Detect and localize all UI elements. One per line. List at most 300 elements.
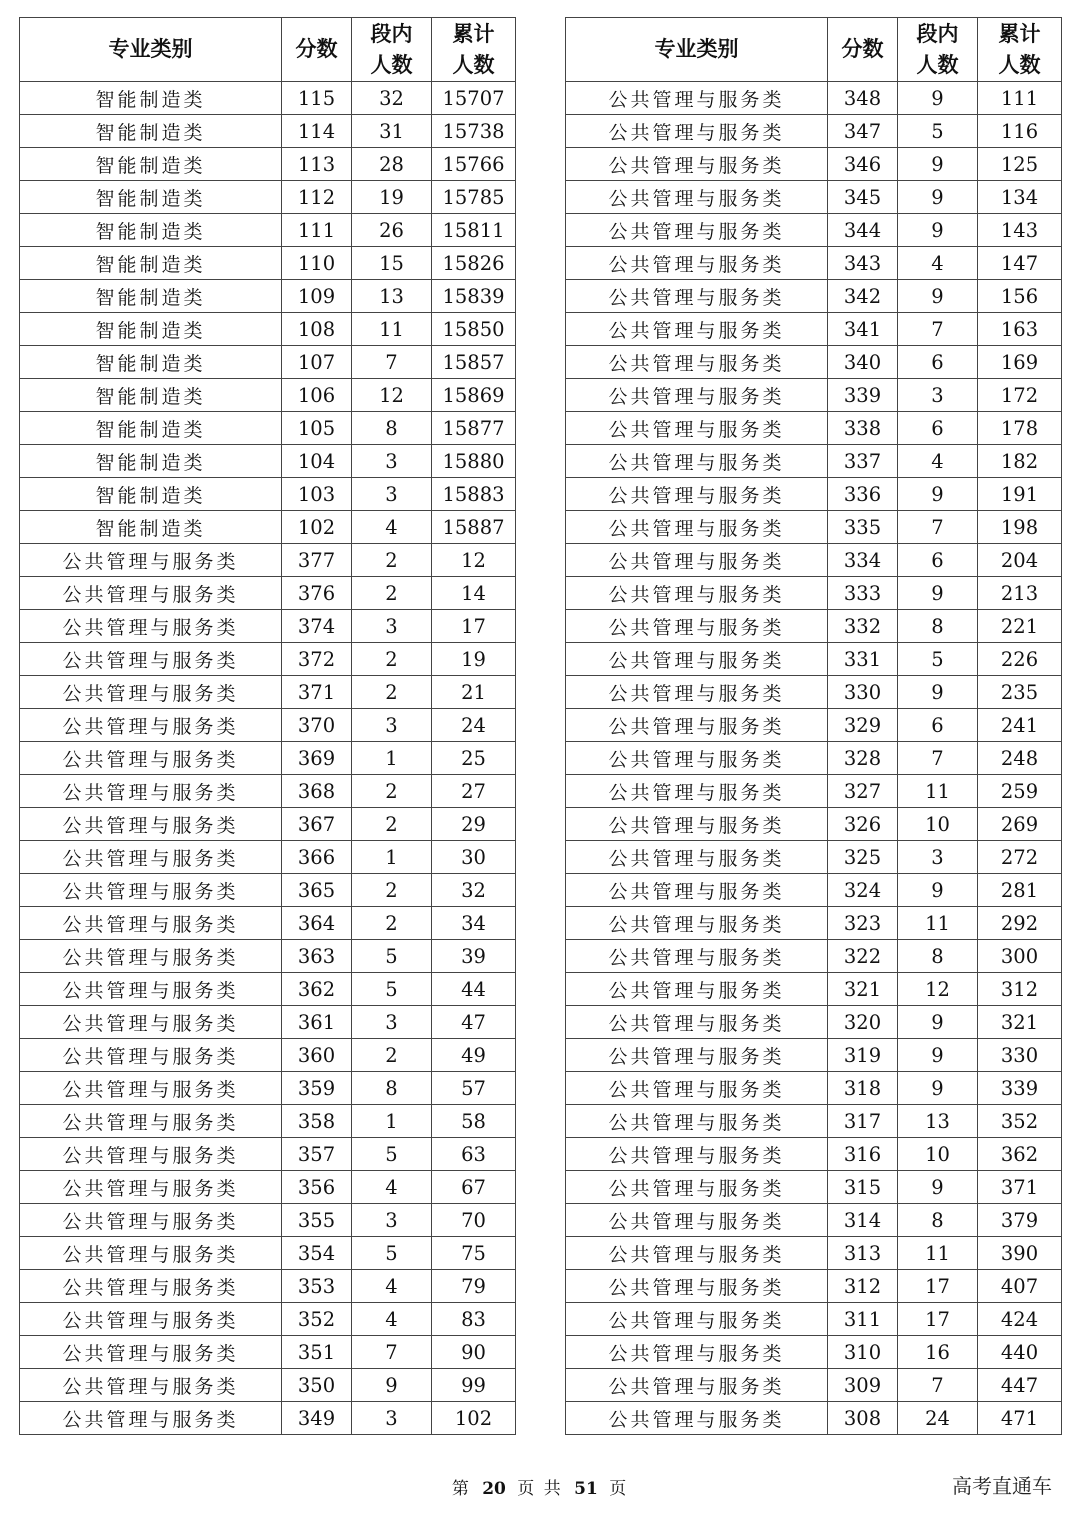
cell-score: 110 bbox=[282, 247, 352, 280]
cell-score: 352 bbox=[282, 1303, 352, 1336]
cell-category: 公共管理与服务类 bbox=[20, 676, 282, 709]
cell-category: 公共管理与服务类 bbox=[20, 1237, 282, 1270]
cell-category: 公共管理与服务类 bbox=[566, 1336, 828, 1369]
cell-cumulative-count: 204 bbox=[978, 544, 1062, 577]
cell-segment-count: 7 bbox=[898, 313, 978, 346]
cell-category: 公共管理与服务类 bbox=[566, 610, 828, 643]
table-row bbox=[566, 1204, 1062, 1237]
cell-score: 363 bbox=[282, 940, 352, 973]
table-row bbox=[566, 478, 1062, 511]
cell-category: 公共管理与服务类 bbox=[566, 445, 828, 478]
cell-score: 337 bbox=[828, 445, 898, 478]
cell-category: 智能制造类 bbox=[20, 214, 282, 247]
header-score: 分数 bbox=[282, 18, 352, 82]
cell-score: 310 bbox=[828, 1336, 898, 1369]
cell-score: 108 bbox=[282, 313, 352, 346]
cell-score: 365 bbox=[282, 874, 352, 907]
cell-category: 公共管理与服务类 bbox=[566, 1105, 828, 1138]
cell-segment-count: 5 bbox=[352, 1138, 432, 1171]
cell-category: 公共管理与服务类 bbox=[566, 280, 828, 313]
header-segment-count: 段内 人数 bbox=[898, 18, 978, 82]
cell-category: 智能制造类 bbox=[20, 379, 282, 412]
cell-cumulative-count: 292 bbox=[978, 907, 1062, 940]
cell-cumulative-count: 83 bbox=[432, 1303, 516, 1336]
cell-score: 334 bbox=[828, 544, 898, 577]
left-table-body bbox=[20, 82, 516, 1435]
cell-cumulative-count: 99 bbox=[432, 1369, 516, 1402]
cell-segment-count: 15 bbox=[352, 247, 432, 280]
cell-category: 公共管理与服务类 bbox=[566, 412, 828, 445]
cell-score: 351 bbox=[282, 1336, 352, 1369]
cell-segment-count: 5 bbox=[352, 940, 432, 973]
cell-cumulative-count: 447 bbox=[978, 1369, 1062, 1402]
cell-score: 340 bbox=[828, 346, 898, 379]
cell-cumulative-count: 19 bbox=[432, 643, 516, 676]
cell-segment-count: 9 bbox=[898, 577, 978, 610]
brand-watermark: 高考直通车 bbox=[952, 1474, 1052, 1498]
table-row bbox=[20, 1039, 516, 1072]
cell-cumulative-count: 12 bbox=[432, 544, 516, 577]
cell-cumulative-count: 25 bbox=[432, 742, 516, 775]
cell-cumulative-count: 172 bbox=[978, 379, 1062, 412]
cell-cumulative-count: 321 bbox=[978, 1006, 1062, 1039]
cell-category: 公共管理与服务类 bbox=[566, 973, 828, 1006]
cell-category: 智能制造类 bbox=[20, 82, 282, 115]
cell-segment-count: 11 bbox=[898, 1237, 978, 1270]
cell-score: 341 bbox=[828, 313, 898, 346]
cell-category: 公共管理与服务类 bbox=[20, 643, 282, 676]
cell-score: 318 bbox=[828, 1072, 898, 1105]
cell-cumulative-count: 29 bbox=[432, 808, 516, 841]
cell-score: 308 bbox=[828, 1402, 898, 1435]
cell-score: 103 bbox=[282, 478, 352, 511]
table-row bbox=[566, 511, 1062, 544]
cell-segment-count: 9 bbox=[898, 1171, 978, 1204]
cell-cumulative-count: 125 bbox=[978, 148, 1062, 181]
table-row bbox=[566, 808, 1062, 841]
table-row bbox=[20, 1138, 516, 1171]
table-row bbox=[20, 544, 516, 577]
cell-segment-count: 3 bbox=[352, 1204, 432, 1237]
cell-category: 公共管理与服务类 bbox=[566, 808, 828, 841]
table-row bbox=[20, 577, 516, 610]
cell-segment-count: 16 bbox=[898, 1336, 978, 1369]
cell-cumulative-count: 241 bbox=[978, 709, 1062, 742]
cell-cumulative-count: 143 bbox=[978, 214, 1062, 247]
cell-cumulative-count: 15857 bbox=[432, 346, 516, 379]
cell-cumulative-count: 30 bbox=[432, 841, 516, 874]
table-row bbox=[20, 643, 516, 676]
table-row bbox=[566, 973, 1062, 1006]
cell-score: 358 bbox=[282, 1105, 352, 1138]
cell-cumulative-count: 272 bbox=[978, 841, 1062, 874]
cell-segment-count: 2 bbox=[352, 775, 432, 808]
header-score: 分数 bbox=[828, 18, 898, 82]
table-row bbox=[20, 379, 516, 412]
cell-score: 364 bbox=[282, 907, 352, 940]
cell-score: 309 bbox=[828, 1369, 898, 1402]
cell-category: 公共管理与服务类 bbox=[20, 907, 282, 940]
cell-segment-count: 9 bbox=[898, 478, 978, 511]
cell-score: 367 bbox=[282, 808, 352, 841]
left-table-header-row bbox=[20, 18, 516, 82]
cell-score: 322 bbox=[828, 940, 898, 973]
cell-cumulative-count: 269 bbox=[978, 808, 1062, 841]
cell-cumulative-count: 407 bbox=[978, 1270, 1062, 1303]
table-row bbox=[566, 544, 1062, 577]
cell-score: 316 bbox=[828, 1138, 898, 1171]
cell-cumulative-count: 15811 bbox=[432, 214, 516, 247]
cell-cumulative-count: 440 bbox=[978, 1336, 1062, 1369]
cell-cumulative-count: 15883 bbox=[432, 478, 516, 511]
cell-score: 109 bbox=[282, 280, 352, 313]
table-row bbox=[20, 808, 516, 841]
cell-cumulative-count: 34 bbox=[432, 907, 516, 940]
table-row bbox=[566, 412, 1062, 445]
cell-category: 公共管理与服务类 bbox=[20, 577, 282, 610]
cell-cumulative-count: 58 bbox=[432, 1105, 516, 1138]
cell-segment-count: 7 bbox=[898, 1369, 978, 1402]
cell-category: 公共管理与服务类 bbox=[20, 973, 282, 1006]
cell-cumulative-count: 39 bbox=[432, 940, 516, 973]
right-table-header-row bbox=[566, 18, 1062, 82]
table-row bbox=[20, 148, 516, 181]
cell-cumulative-count: 312 bbox=[978, 973, 1062, 1006]
cell-score: 345 bbox=[828, 181, 898, 214]
cell-score: 105 bbox=[282, 412, 352, 445]
cell-category: 公共管理与服务类 bbox=[566, 841, 828, 874]
cell-category: 智能制造类 bbox=[20, 280, 282, 313]
cell-segment-count: 3 bbox=[352, 445, 432, 478]
cell-score: 343 bbox=[828, 247, 898, 280]
cell-score: 355 bbox=[282, 1204, 352, 1237]
table-row bbox=[20, 115, 516, 148]
cell-segment-count: 11 bbox=[898, 907, 978, 940]
cell-category: 公共管理与服务类 bbox=[20, 1171, 282, 1204]
cell-cumulative-count: 221 bbox=[978, 610, 1062, 643]
table-row bbox=[20, 346, 516, 379]
cell-segment-count: 10 bbox=[898, 1138, 978, 1171]
cell-score: 325 bbox=[828, 841, 898, 874]
cell-score: 361 bbox=[282, 1006, 352, 1039]
cell-category: 公共管理与服务类 bbox=[566, 478, 828, 511]
table-row bbox=[20, 841, 516, 874]
cell-category: 智能制造类 bbox=[20, 478, 282, 511]
cell-cumulative-count: 15707 bbox=[432, 82, 516, 115]
cell-cumulative-count: 47 bbox=[432, 1006, 516, 1039]
cell-cumulative-count: 44 bbox=[432, 973, 516, 1006]
cell-category: 公共管理与服务类 bbox=[20, 610, 282, 643]
cell-segment-count: 17 bbox=[898, 1303, 978, 1336]
cell-category: 公共管理与服务类 bbox=[20, 1369, 282, 1402]
cell-score: 313 bbox=[828, 1237, 898, 1270]
cell-category: 公共管理与服务类 bbox=[20, 1039, 282, 1072]
cell-segment-count: 6 bbox=[898, 412, 978, 445]
cell-score: 339 bbox=[828, 379, 898, 412]
table-row bbox=[566, 1369, 1062, 1402]
cell-segment-count: 3 bbox=[352, 709, 432, 742]
table-row bbox=[20, 1171, 516, 1204]
cell-score: 102 bbox=[282, 511, 352, 544]
cell-score: 347 bbox=[828, 115, 898, 148]
cell-category: 公共管理与服务类 bbox=[20, 1336, 282, 1369]
table-row bbox=[20, 280, 516, 313]
cell-segment-count: 2 bbox=[352, 544, 432, 577]
cell-cumulative-count: 226 bbox=[978, 643, 1062, 676]
header-category: 专业类别 bbox=[566, 18, 828, 82]
table-row bbox=[566, 1237, 1062, 1270]
cell-cumulative-count: 15877 bbox=[432, 412, 516, 445]
table-row bbox=[566, 1039, 1062, 1072]
cell-cumulative-count: 15839 bbox=[432, 280, 516, 313]
cell-segment-count: 1 bbox=[352, 742, 432, 775]
cell-score: 328 bbox=[828, 742, 898, 775]
cell-score: 344 bbox=[828, 214, 898, 247]
cell-segment-count: 9 bbox=[898, 1006, 978, 1039]
table-row bbox=[20, 214, 516, 247]
cell-cumulative-count: 182 bbox=[978, 445, 1062, 478]
cell-cumulative-count: 163 bbox=[978, 313, 1062, 346]
cell-segment-count: 3 bbox=[352, 1006, 432, 1039]
left-score-table bbox=[19, 17, 516, 1435]
table-row bbox=[20, 940, 516, 973]
cell-category: 智能制造类 bbox=[20, 412, 282, 445]
cell-category: 公共管理与服务类 bbox=[566, 742, 828, 775]
cell-segment-count: 7 bbox=[898, 742, 978, 775]
table-row bbox=[20, 313, 516, 346]
cell-cumulative-count: 198 bbox=[978, 511, 1062, 544]
table-row bbox=[566, 1402, 1062, 1435]
cell-cumulative-count: 471 bbox=[978, 1402, 1062, 1435]
cell-cumulative-count: 362 bbox=[978, 1138, 1062, 1171]
cell-score: 326 bbox=[828, 808, 898, 841]
cell-cumulative-count: 281 bbox=[978, 874, 1062, 907]
cell-category: 智能制造类 bbox=[20, 148, 282, 181]
cell-cumulative-count: 14 bbox=[432, 577, 516, 610]
cell-score: 368 bbox=[282, 775, 352, 808]
table-row bbox=[566, 907, 1062, 940]
cell-category: 公共管理与服务类 bbox=[20, 1072, 282, 1105]
cell-segment-count: 2 bbox=[352, 1039, 432, 1072]
cell-cumulative-count: 191 bbox=[978, 478, 1062, 511]
cell-cumulative-count: 57 bbox=[432, 1072, 516, 1105]
cell-cumulative-count: 156 bbox=[978, 280, 1062, 313]
cell-cumulative-count: 371 bbox=[978, 1171, 1062, 1204]
cell-category: 公共管理与服务类 bbox=[566, 346, 828, 379]
cell-segment-count: 7 bbox=[352, 1336, 432, 1369]
cell-cumulative-count: 15869 bbox=[432, 379, 516, 412]
cell-segment-count: 3 bbox=[352, 610, 432, 643]
cell-cumulative-count: 21 bbox=[432, 676, 516, 709]
cell-segment-count: 5 bbox=[898, 643, 978, 676]
cell-score: 314 bbox=[828, 1204, 898, 1237]
cell-category: 公共管理与服务类 bbox=[566, 1402, 828, 1435]
cell-cumulative-count: 24 bbox=[432, 709, 516, 742]
table-row bbox=[566, 1138, 1062, 1171]
cell-cumulative-count: 15766 bbox=[432, 148, 516, 181]
table-row bbox=[566, 643, 1062, 676]
cell-category: 公共管理与服务类 bbox=[566, 313, 828, 346]
cell-score: 115 bbox=[282, 82, 352, 115]
table-row bbox=[20, 610, 516, 643]
cell-score: 370 bbox=[282, 709, 352, 742]
right-table-body bbox=[566, 82, 1062, 1435]
cell-score: 315 bbox=[828, 1171, 898, 1204]
cell-segment-count: 4 bbox=[352, 1303, 432, 1336]
cell-segment-count: 19 bbox=[352, 181, 432, 214]
cell-score: 354 bbox=[282, 1237, 352, 1270]
table-row bbox=[20, 412, 516, 445]
right-score-table bbox=[565, 17, 1062, 1435]
cell-segment-count: 5 bbox=[352, 973, 432, 1006]
cell-segment-count: 1 bbox=[352, 1105, 432, 1138]
cell-segment-count: 17 bbox=[898, 1270, 978, 1303]
cell-category: 公共管理与服务类 bbox=[20, 841, 282, 874]
cell-segment-count: 8 bbox=[352, 412, 432, 445]
table-row bbox=[20, 1237, 516, 1270]
header-cumulative-count: 累计 人数 bbox=[978, 18, 1062, 82]
table-row bbox=[566, 148, 1062, 181]
cell-score: 372 bbox=[282, 643, 352, 676]
cell-category: 公共管理与服务类 bbox=[20, 742, 282, 775]
cell-category: 智能制造类 bbox=[20, 511, 282, 544]
cell-cumulative-count: 259 bbox=[978, 775, 1062, 808]
cell-category: 公共管理与服务类 bbox=[566, 1072, 828, 1105]
table-row bbox=[566, 280, 1062, 313]
cell-category: 公共管理与服务类 bbox=[566, 709, 828, 742]
cell-cumulative-count: 424 bbox=[978, 1303, 1062, 1336]
cell-cumulative-count: 213 bbox=[978, 577, 1062, 610]
cell-category: 公共管理与服务类 bbox=[20, 775, 282, 808]
cell-segment-count: 6 bbox=[898, 346, 978, 379]
cell-cumulative-count: 79 bbox=[432, 1270, 516, 1303]
cell-segment-count: 31 bbox=[352, 115, 432, 148]
cell-score: 346 bbox=[828, 148, 898, 181]
cell-score: 327 bbox=[828, 775, 898, 808]
cell-segment-count: 4 bbox=[352, 511, 432, 544]
table-row bbox=[20, 874, 516, 907]
cell-category: 智能制造类 bbox=[20, 115, 282, 148]
table-row bbox=[566, 346, 1062, 379]
cell-segment-count: 2 bbox=[352, 676, 432, 709]
cell-cumulative-count: 27 bbox=[432, 775, 516, 808]
table-row bbox=[20, 742, 516, 775]
cell-cumulative-count: 235 bbox=[978, 676, 1062, 709]
cell-category: 公共管理与服务类 bbox=[20, 1303, 282, 1336]
cell-segment-count: 3 bbox=[352, 1402, 432, 1435]
cell-category: 公共管理与服务类 bbox=[566, 1369, 828, 1402]
cell-category: 公共管理与服务类 bbox=[566, 148, 828, 181]
cell-category: 公共管理与服务类 bbox=[566, 907, 828, 940]
cell-category: 公共管理与服务类 bbox=[566, 1039, 828, 1072]
cell-cumulative-count: 15880 bbox=[432, 445, 516, 478]
cell-category: 公共管理与服务类 bbox=[566, 775, 828, 808]
cell-score: 323 bbox=[828, 907, 898, 940]
cell-segment-count: 2 bbox=[352, 577, 432, 610]
cell-cumulative-count: 15826 bbox=[432, 247, 516, 280]
cell-score: 350 bbox=[282, 1369, 352, 1402]
cell-segment-count: 8 bbox=[352, 1072, 432, 1105]
cell-cumulative-count: 300 bbox=[978, 940, 1062, 973]
cell-score: 107 bbox=[282, 346, 352, 379]
cell-segment-count: 9 bbox=[898, 280, 978, 313]
cell-category: 公共管理与服务类 bbox=[566, 1006, 828, 1039]
cell-score: 356 bbox=[282, 1171, 352, 1204]
table-row bbox=[20, 181, 516, 214]
table-row bbox=[566, 247, 1062, 280]
cell-score: 332 bbox=[828, 610, 898, 643]
cell-segment-count: 6 bbox=[898, 709, 978, 742]
cell-cumulative-count: 63 bbox=[432, 1138, 516, 1171]
table-row bbox=[566, 709, 1062, 742]
cell-score: 360 bbox=[282, 1039, 352, 1072]
footer-suffix: 页 bbox=[609, 1479, 629, 1499]
cell-cumulative-count: 15887 bbox=[432, 511, 516, 544]
cell-cumulative-count: 379 bbox=[978, 1204, 1062, 1237]
table-row bbox=[566, 940, 1062, 973]
cell-segment-count: 8 bbox=[898, 1204, 978, 1237]
table-row bbox=[566, 181, 1062, 214]
cell-score: 349 bbox=[282, 1402, 352, 1435]
table-row bbox=[566, 1171, 1062, 1204]
cell-segment-count: 2 bbox=[352, 808, 432, 841]
cell-score: 319 bbox=[828, 1039, 898, 1072]
cell-cumulative-count: 102 bbox=[432, 1402, 516, 1435]
cell-segment-count: 12 bbox=[898, 973, 978, 1006]
cell-category: 公共管理与服务类 bbox=[20, 1105, 282, 1138]
cell-category: 公共管理与服务类 bbox=[566, 1171, 828, 1204]
table-row bbox=[20, 1303, 516, 1336]
cell-category: 公共管理与服务类 bbox=[566, 1138, 828, 1171]
header-segment-count: 段内 人数 bbox=[352, 18, 432, 82]
cell-score: 330 bbox=[828, 676, 898, 709]
cell-cumulative-count: 75 bbox=[432, 1237, 516, 1270]
cell-segment-count: 9 bbox=[898, 214, 978, 247]
cell-segment-count: 4 bbox=[898, 247, 978, 280]
table-row bbox=[566, 313, 1062, 346]
cell-score: 335 bbox=[828, 511, 898, 544]
footer-prefix: 第 bbox=[451, 1479, 471, 1499]
table-row bbox=[566, 1105, 1062, 1138]
cell-category: 公共管理与服务类 bbox=[20, 1402, 282, 1435]
cell-segment-count: 9 bbox=[898, 1072, 978, 1105]
cell-category: 公共管理与服务类 bbox=[20, 940, 282, 973]
cell-segment-count: 5 bbox=[352, 1237, 432, 1270]
cell-category: 公共管理与服务类 bbox=[566, 214, 828, 247]
cell-category: 公共管理与服务类 bbox=[566, 940, 828, 973]
cell-cumulative-count: 90 bbox=[432, 1336, 516, 1369]
cell-category: 智能制造类 bbox=[20, 181, 282, 214]
cell-segment-count: 13 bbox=[352, 280, 432, 313]
table-row bbox=[566, 841, 1062, 874]
table-row bbox=[566, 1303, 1062, 1336]
cell-cumulative-count: 330 bbox=[978, 1039, 1062, 1072]
cell-score: 357 bbox=[282, 1138, 352, 1171]
cell-score: 353 bbox=[282, 1270, 352, 1303]
cell-category: 公共管理与服务类 bbox=[566, 544, 828, 577]
cell-score: 366 bbox=[282, 841, 352, 874]
cell-cumulative-count: 390 bbox=[978, 1237, 1062, 1270]
table-row bbox=[20, 247, 516, 280]
cell-category: 公共管理与服务类 bbox=[566, 1270, 828, 1303]
cell-score: 114 bbox=[282, 115, 352, 148]
cell-cumulative-count: 15738 bbox=[432, 115, 516, 148]
header-category: 专业类别 bbox=[20, 18, 282, 82]
cell-cumulative-count: 134 bbox=[978, 181, 1062, 214]
cell-cumulative-count: 15850 bbox=[432, 313, 516, 346]
cell-segment-count: 11 bbox=[352, 313, 432, 346]
cell-category: 公共管理与服务类 bbox=[20, 1204, 282, 1237]
